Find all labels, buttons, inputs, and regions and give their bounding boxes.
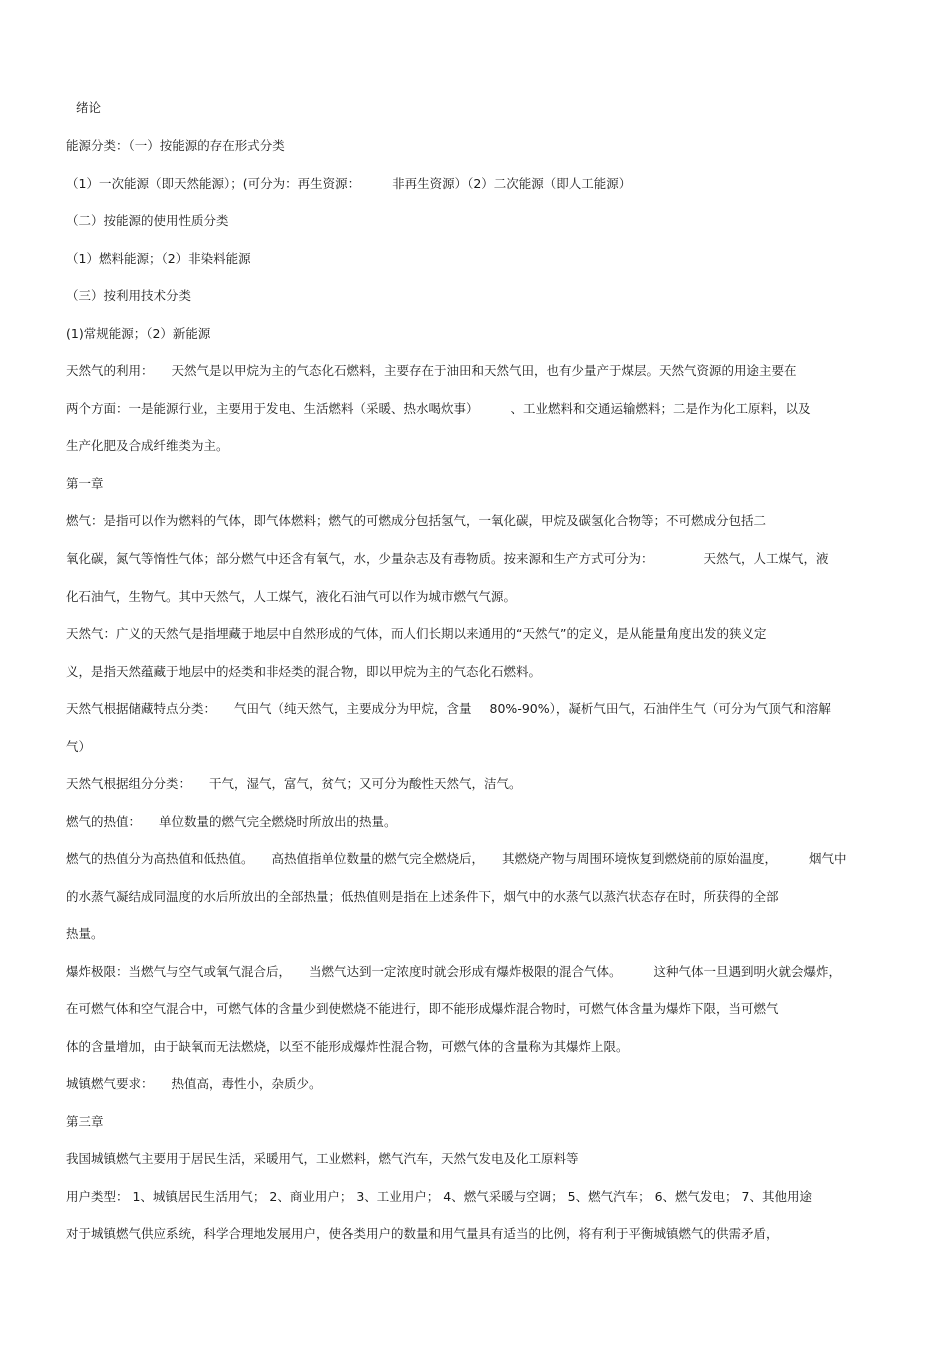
text-line — [66, 1039, 629, 1055]
chapter-heading — [66, 1114, 104, 1130]
text-segment: 当燃气达到一定浓度时就会形成有爆炸极限的混合气体。 — [309, 964, 622, 979]
text-segment: 氧化碳，氮气等惰性气体；部分燃气中还含有氧气，水，少量杂志及有毒物质。按来源和生产方式可分为： — [66, 551, 654, 566]
text-line — [66, 1076, 322, 1092]
text-line — [66, 326, 210, 342]
text-line — [66, 964, 841, 980]
text-line — [66, 814, 397, 830]
text-line — [66, 589, 516, 605]
text-line — [66, 551, 829, 567]
text-segment: 干气，湿气，富气，贫气；又可分为酸性天然气，洁气。 — [209, 776, 522, 791]
text-segment: 我国城镇燃气主要用于居民生活，采暖用气，工业燃料，燃气汽车，天然气发电及化工原料等 — [66, 1151, 579, 1166]
text-segment: 气） — [66, 739, 92, 754]
text-line — [66, 288, 191, 304]
text-line — [66, 401, 811, 417]
text-segment: 天然气根据储藏特点分类： — [66, 701, 217, 716]
text-segment: 的水蒸气凝结成同温度的水后所放出的全部热量；低热值则是指在上述条件下，烟气中的水蒸气以蒸汽状态存在时，所获得的全部 — [66, 889, 779, 904]
text-segment: 天然气是以甲烷为主的气态化石燃料，主要存在于油田和天然气田，也有少量产于煤层。天然气资源的用途主要在 — [171, 363, 797, 378]
text-segment: 对于城镇燃气供应系统，科学合理地发展用户，使各类用户的数量和用气量具有适当的比例，将有利于平衡城镇燃气的供需矛盾， — [66, 1226, 779, 1241]
text-segment: 天然气：广义的天然气是指埋藏于地层中自然形成的气体，而人们长期以来通用的“天然气”的定义，是从能量角度出发的狭义定 — [66, 626, 767, 641]
text-line — [66, 701, 831, 717]
text-line — [66, 1189, 812, 1205]
text-segment: 这种气体一旦遇到明火就会爆炸， — [653, 964, 842, 979]
heading-text: 绪论 — [76, 100, 102, 115]
text-segment: 体的含量增加，由于缺氧而无法燃烧，以至不能形成爆炸性混合物，可燃气体的含量称为其爆炸上限。 — [66, 1039, 629, 1054]
text-segment: 燃气：是指可以作为燃料的气体，即气体燃料；燃气的可燃成分包括氢气，一氧化碳，甲烷及碳氢化合物等；不可燃成分包括二 — [66, 513, 767, 528]
text-line — [66, 513, 766, 529]
text-segment: 、工业燃料和交通运输燃料；二是作为化工原料，以及 — [510, 401, 811, 416]
text-line — [66, 176, 631, 192]
text-segment: 化石油气，生物气。其中天然气，人工煤气，液化石油气可以作为城市燃气气源。 — [66, 589, 517, 604]
heading-introduction — [76, 100, 101, 116]
text-segment: 天然气的利用： — [66, 363, 154, 378]
text-segment: 天然气根据组分分类： — [66, 776, 192, 791]
text-line — [66, 889, 779, 905]
text-line — [66, 363, 797, 379]
text-segment: 燃气的热值分为高热值和低热值。 — [66, 851, 254, 866]
text-segment: 天然气，人工煤气，液 — [703, 551, 829, 566]
text-segment: 燃气的热值： — [66, 814, 142, 829]
text-segment: 用户类型： 1、城镇居民生活用气； 2、商业用户； 3、工业用户； 4、燃气采暖与空调； 5、燃气汽车； 6、燃气发电； 7、其他用途 — [66, 1189, 812, 1204]
text-segment: 爆炸极限：当燃气与空气或氧气混合后， — [66, 964, 292, 979]
text-segment: 第三章 — [66, 1114, 104, 1129]
text-segment: （1）一次能源（即天然能源）；(可分为：再生资源： — [66, 176, 361, 191]
text-line — [66, 776, 522, 792]
text-line — [66, 438, 229, 454]
text-segment: 热量。 — [66, 926, 104, 941]
text-segment: 单位数量的燃气完全燃烧时所放出的热量。 — [159, 814, 397, 829]
text-segment: (1)常规能源；（2）新能源 — [66, 326, 211, 341]
text-segment: （三）按利用技术分类 — [66, 288, 192, 303]
text-segment: 80%-90%），凝析气田气，石油伴生气（可分为气顶气和溶解 — [489, 701, 831, 716]
text-segment: 烟气中 — [809, 851, 847, 866]
text-line — [66, 926, 104, 942]
text-line — [66, 626, 766, 642]
text-segment: 在可燃气体和空气混合中，可燃气体的含量少到使燃烧不能进行，即不能形成爆炸混合物时，可燃气体含量为爆炸下限，当可燃气 — [66, 1001, 779, 1016]
text-segment: （二）按能源的使用性质分类 — [66, 213, 229, 228]
text-segment: （1）燃料能源；（2）非染料能源 — [66, 251, 251, 266]
text-line — [66, 251, 251, 267]
text-segment: 两个方面：一是能源行业，主要用于发电、生活燃料（采暖、热水喝炊事） — [66, 401, 479, 416]
chapter-heading — [66, 476, 104, 492]
text-line — [66, 1226, 779, 1242]
text-segment: 热值高，毒性小，杂质少。 — [171, 1076, 322, 1091]
text-segment: 义，是指天然蕴藏于地层中的烃类和非烃类的混合物，即以甲烷为主的气态化石燃料。 — [66, 664, 542, 679]
text-line — [66, 213, 229, 229]
text-segment: 生产化肥及合成纤维类为主。 — [66, 438, 229, 453]
text-line — [66, 1151, 579, 1167]
text-segment: 其燃烧产物与周围环境恢复到燃烧前的原始温度， — [502, 851, 778, 866]
text-segment: 能源分类：（一）按能源的存在形式分类 — [66, 138, 285, 153]
text-line — [66, 739, 91, 755]
text-segment: 高热值指单位数量的燃气完全燃烧后， — [271, 851, 485, 866]
text-segment: 城镇燃气要求： — [66, 1076, 154, 1091]
text-line — [66, 851, 847, 867]
text-line — [66, 138, 285, 154]
text-line — [66, 664, 541, 680]
text-segment: 气田气（纯天然气，主要成分为甲烷，含量 — [234, 701, 472, 716]
text-segment: 第一章 — [66, 476, 104, 491]
text-segment: 非再生资源）（2）二次能源（即人工能源） — [392, 176, 632, 191]
text-line — [66, 1001, 779, 1017]
